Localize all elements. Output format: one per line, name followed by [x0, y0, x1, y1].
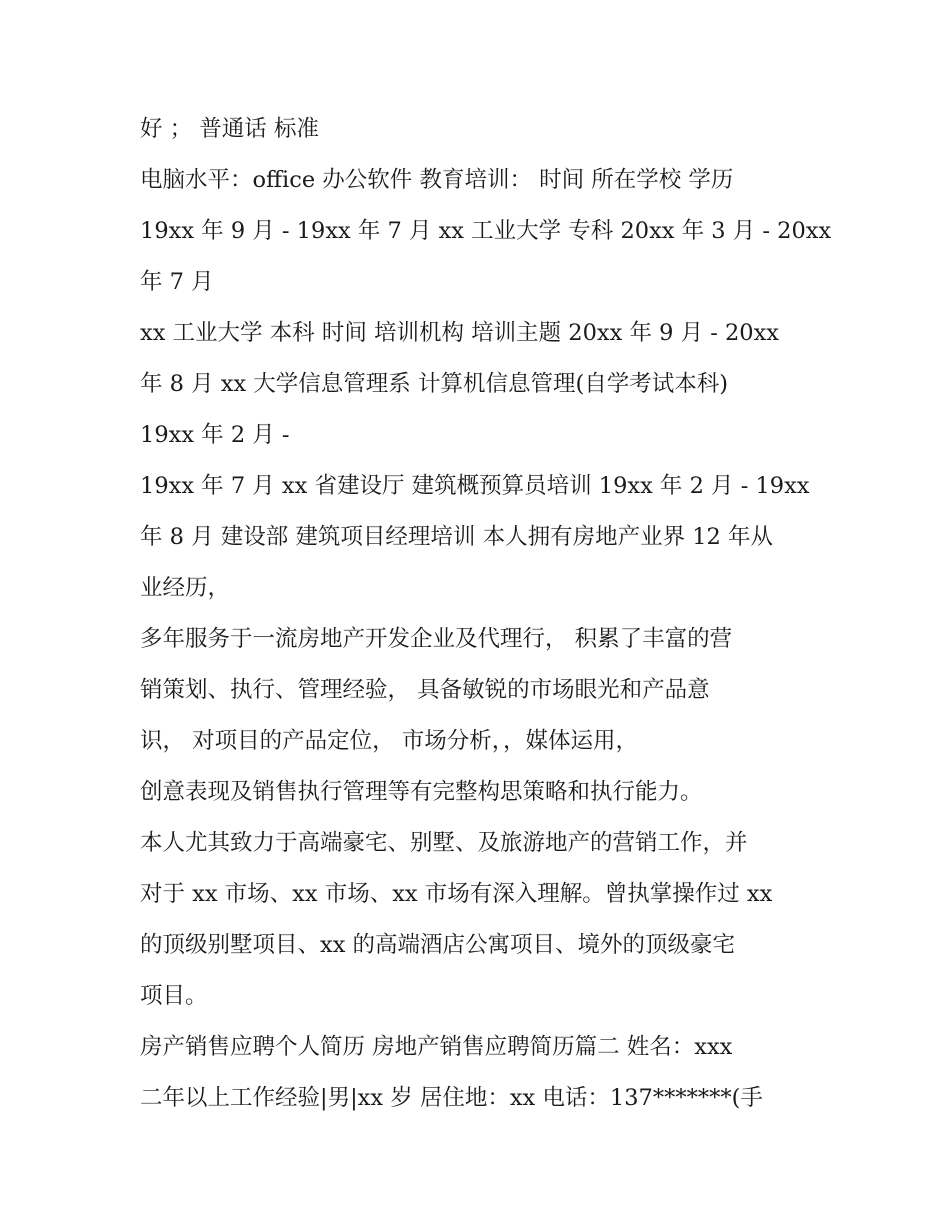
- text-line: 多年服务于一流房地产开发企业及代理行， 积累了丰富的营: [140, 626, 733, 652]
- text-line: 本人尤其致力于高端豪宅、别墅、及旅游地产的营销工作，并: [140, 830, 748, 856]
- text-line: 项目。: [140, 983, 208, 1009]
- text-line: 好 ； 普通话 标准: [140, 116, 319, 142]
- text-line: 识， 对项目的产品定位， 市场分析，，媒体运用，: [140, 728, 639, 754]
- text-line: 业经历，: [140, 575, 231, 601]
- text-line: 二年以上工作经验|男|xx 岁 居住地：xx 电话：137*******(手: [140, 1085, 763, 1111]
- text-line: xx 工业大学 本科 时间 培训机构 培训主题 20xx 年 9 月 - 20xx: [140, 320, 779, 346]
- text-line: 创意表现及销售执行管理等有完整构思策略和执行能力。: [140, 779, 703, 805]
- text-line: 对于 xx 市场、xx 市场、xx 市场有深入理解。曾执掌操作过 xx: [140, 881, 773, 907]
- text-line: 销策划、执行、管理经验， 具备敏锐的市场眼光和产品意: [140, 677, 710, 703]
- document-body: [140, 107, 840, 1127]
- text-line: 年 8 月 建设部 建筑项目经理培训 本人拥有房地产业界 12 年从: [140, 524, 774, 550]
- text-line: 19xx 年 2 月 -: [140, 422, 290, 448]
- text-line: 19xx 年 7 月 xx 省建设厅 建筑概预算员培训 19xx 年 2 月 - 19xx: [140, 473, 810, 499]
- text-line: 电脑水平：office 办公软件 教育培训： 时间 所在学校 学历: [140, 167, 734, 193]
- text-line: 年 8 月 xx 大学信息管理系 计算机信息管理(自学考试本科): [140, 371, 729, 397]
- text-line: 年 7 月: [140, 269, 214, 295]
- text-line: 的顶级别墅项目、xx 的高端酒店公寓项目、境外的顶级豪宅: [140, 932, 736, 958]
- text-line: 房产销售应聘个人简历 房地产销售应聘简历篇二 姓名：xxx: [140, 1034, 733, 1060]
- text-line: 19xx 年 9 月 - 19xx 年 7 月 xx 工业大学 专科 20xx 年 3 月 - 20xx: [140, 218, 832, 244]
